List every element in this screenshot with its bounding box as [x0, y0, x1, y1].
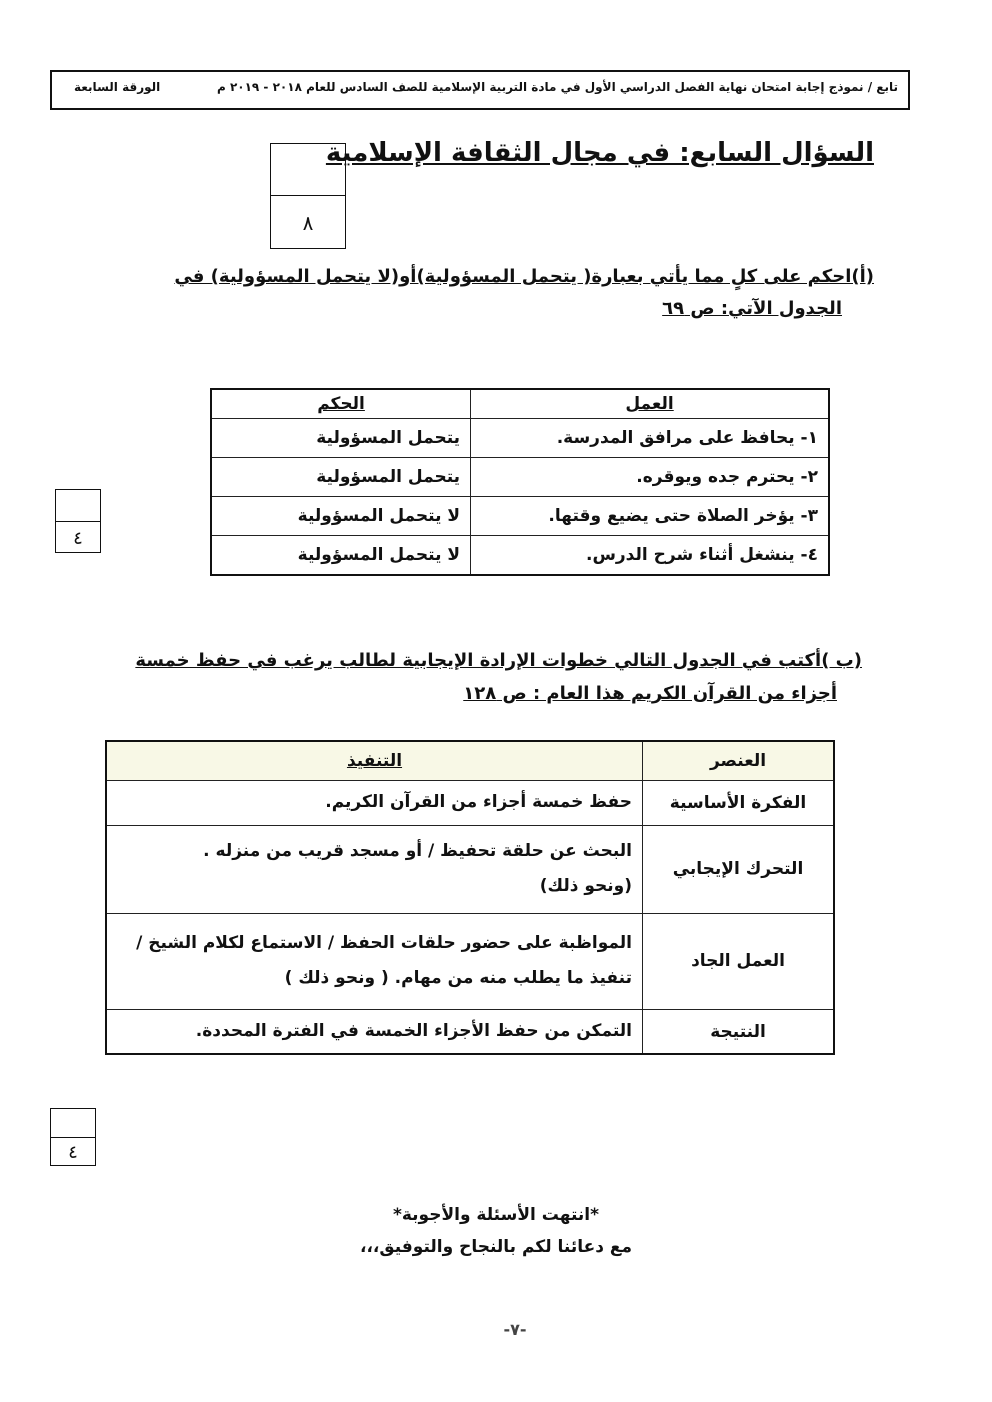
table-row [106, 825, 834, 913]
sheet-label: الورقة السابعة [74, 80, 161, 94]
execution-line: (ونحو ذلك) [539, 876, 632, 897]
judgment-cell: لا يتحمل المسؤولية [211, 536, 471, 576]
table-row [211, 458, 829, 497]
col-element-header: العنصر [643, 741, 835, 781]
table-row [106, 913, 834, 1009]
action-cell: ٣- يؤخر الصلاة حتى يضيع وقتها. [471, 497, 829, 536]
part-b-score: ٤ [68, 1142, 78, 1163]
part-a-instruction-line2: الجدول الآتي: ص ٦٩ [662, 298, 842, 319]
col-execution-header: التنفيذ [106, 741, 643, 781]
execution-line: تنفيذ ما يطلب منه من مهام. ( ونحو ذلك ) [284, 968, 632, 989]
part-a-score-box [55, 489, 101, 553]
execution-cell [106, 825, 643, 913]
part-a-score: ٤ [73, 528, 83, 549]
execution-line: التمكن من حفظ الأجزاء الخمسة في الفترة المحددة. [195, 1020, 632, 1041]
execution-cell [106, 781, 643, 826]
closing-line2: مع دعائنا لكم بالنجاح والتوفيق،،، [360, 1237, 632, 1257]
part-b-instruction-line1: (ب )أكتب في الجدول التالي خطوات الإرادة الإيجابية لطالب يرغب في حفظ خمسة [135, 650, 862, 671]
part-b-instruction-line2: أجزاء من القرآن الكريم هذا العام : ص ١٢٨ [463, 683, 837, 704]
judgment-cell: يتحمل المسؤولية [211, 419, 471, 458]
element-cell: التحرك الإيجابي [643, 825, 835, 913]
col-judgment-header: الحكم [211, 389, 471, 419]
execution-cell [106, 1009, 643, 1054]
question-title: السؤال السابع: في مجال الثقافة الإسلامية [325, 138, 874, 168]
action-cell: ٢- يحترم جده ويوقره. [471, 458, 829, 497]
part-a-table [210, 388, 830, 576]
element-cell: العمل الجاد [643, 913, 835, 1009]
action-cell: ١- يحافظ على مرافق المدرسة. [471, 419, 829, 458]
table-row [106, 781, 834, 826]
execution-cell [106, 913, 643, 1009]
judgment-cell: لا يتحمل المسؤولية [211, 497, 471, 536]
header-title: تابع / نموذج إجابة امتحان نهاية الفصل الدراسي الأول في مادة التربية الإسلامية للصف السادس للعام ٢٠١٨ - ٢٠١٩ م [216, 80, 898, 94]
element-cell: الفكرة الأساسية [643, 781, 835, 826]
question-score-box [270, 143, 346, 249]
page-number: -٧- [503, 1320, 527, 1339]
action-cell: ٤- ينشغل أثناء شرح الدرس. [471, 536, 829, 576]
table-row [211, 497, 829, 536]
part-b-table [105, 740, 835, 1055]
part-b-score-box [50, 1108, 96, 1166]
col-action-header: العمل [471, 389, 829, 419]
execution-line: حفظ خمسة أجزاء من القرآن الكريم. [325, 792, 632, 812]
execution-line: المواظبة على حضور حلقات الحفظ / الاستماع لكلام الشيخ / [136, 932, 632, 953]
judgment-cell: يتحمل المسؤولية [211, 458, 471, 497]
closing-line1: *انتهت الأسئلة والأجوبة* [392, 1205, 600, 1225]
table-row [211, 419, 829, 458]
execution-line: البحث عن حلقة تحفيظ / أو مسجد قريب من منزله . [203, 840, 632, 861]
part-a-instruction-line1: (أ)احكم على كلٍ مما يأتي بعبارة( يتحمل المسؤولية)أو(لا يتحمل المسؤولية) في [174, 266, 874, 287]
header-box [50, 70, 910, 110]
table-row [106, 1009, 834, 1054]
question-score: ٨ [302, 211, 314, 235]
table-row [211, 536, 829, 576]
element-cell: النتيجة [643, 1009, 835, 1054]
